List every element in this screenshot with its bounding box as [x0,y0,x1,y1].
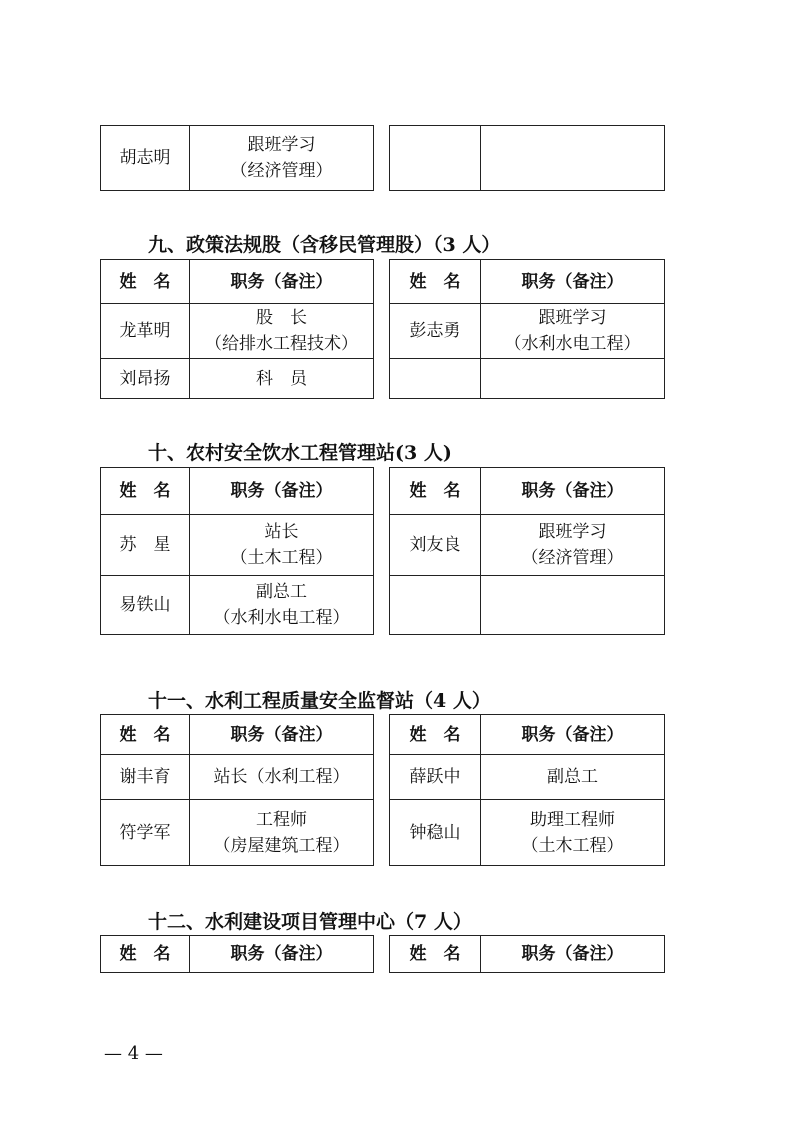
name-cell: 易铁山 [101,576,190,635]
duty-cell: 跟班学习 （水利水电工程） [481,304,665,359]
duty-cell: 科 员 [190,359,374,399]
name-cell [390,126,481,191]
table-section-12 [100,935,665,973]
page-number: — 4 — [104,1043,163,1064]
name-cell: 苏 星 [101,515,190,576]
column-gap [374,126,390,191]
duty-cell: 股 长 （给排水工程技术） [190,304,374,359]
section-heading-12: 十二、水利建设项目管理中心（7 人） [148,911,472,933]
header-name: 姓 名 [101,468,190,515]
name-cell: 刘昂扬 [101,359,190,399]
header-duty: 职务（备注） [481,715,665,755]
column-gap [374,576,390,635]
name-cell: 钟稳山 [390,800,481,866]
table-row [101,304,665,359]
table-row [101,576,665,635]
table-row [101,515,665,576]
column-gap [374,755,390,800]
name-cell: 刘友良 [390,515,481,576]
header-name: 姓 名 [390,260,481,304]
header-duty: 职务（备注） [190,715,374,755]
section-heading-9: 九、政策法规股（含移民管理股）（3 人） [148,234,501,256]
duty-cell: 工程师 （房屋建筑工程） [190,800,374,866]
duty-cell: 站长（水利工程） [190,755,374,800]
table-header-row [101,260,665,304]
header-duty: 职务（备注） [190,936,374,973]
header-duty: 职务（备注） [190,260,374,304]
table-continued [100,125,665,191]
duty-cell: 跟班学习 （经济管理） [190,126,374,191]
table-section-9 [100,259,665,399]
section-heading-11: 十一、水利工程质量安全监督站（4 人） [148,690,491,712]
column-gap [374,260,390,304]
name-cell: 龙革明 [101,304,190,359]
table-section-11 [100,714,665,866]
header-name: 姓 名 [101,260,190,304]
duty-cell: 助理工程师 （土木工程） [481,800,665,866]
table-section-10 [100,467,665,635]
header-name: 姓 名 [390,936,481,973]
header-duty: 职务（备注） [481,468,665,515]
name-cell: 胡志明 [101,126,190,191]
duty-cell: 跟班学习 （经济管理） [481,515,665,576]
name-cell [390,359,481,399]
name-cell: 彭志勇 [390,304,481,359]
name-cell: 符学军 [101,800,190,866]
column-gap [374,304,390,359]
name-cell: 谢丰育 [101,755,190,800]
column-gap [374,515,390,576]
column-gap [374,468,390,515]
name-cell: 薛跃中 [390,755,481,800]
duty-cell: 站长 （土木工程） [190,515,374,576]
header-name: 姓 名 [101,715,190,755]
header-name: 姓 名 [390,715,481,755]
duty-cell: 副总工 [481,755,665,800]
header-name: 姓 名 [390,468,481,515]
duty-cell [481,576,665,635]
name-cell [390,576,481,635]
header-duty: 职务（备注） [190,468,374,515]
column-gap [374,359,390,399]
header-duty: 职务（备注） [481,936,665,973]
header-name: 姓 名 [101,936,190,973]
column-gap [374,715,390,755]
column-gap [374,800,390,866]
table-row [101,359,665,399]
table-row [101,800,665,866]
duty-cell: 副总工 （水利水电工程） [190,576,374,635]
table-header-row [101,715,665,755]
section-heading-10: 十、农村安全饮水工程管理站(3 人) [148,442,452,464]
table-row [101,126,665,191]
duty-cell [481,126,665,191]
header-duty: 职务（备注） [481,260,665,304]
table-row [101,755,665,800]
table-header-row [101,936,665,973]
table-header-row [101,468,665,515]
duty-cell [481,359,665,399]
column-gap [374,936,390,973]
